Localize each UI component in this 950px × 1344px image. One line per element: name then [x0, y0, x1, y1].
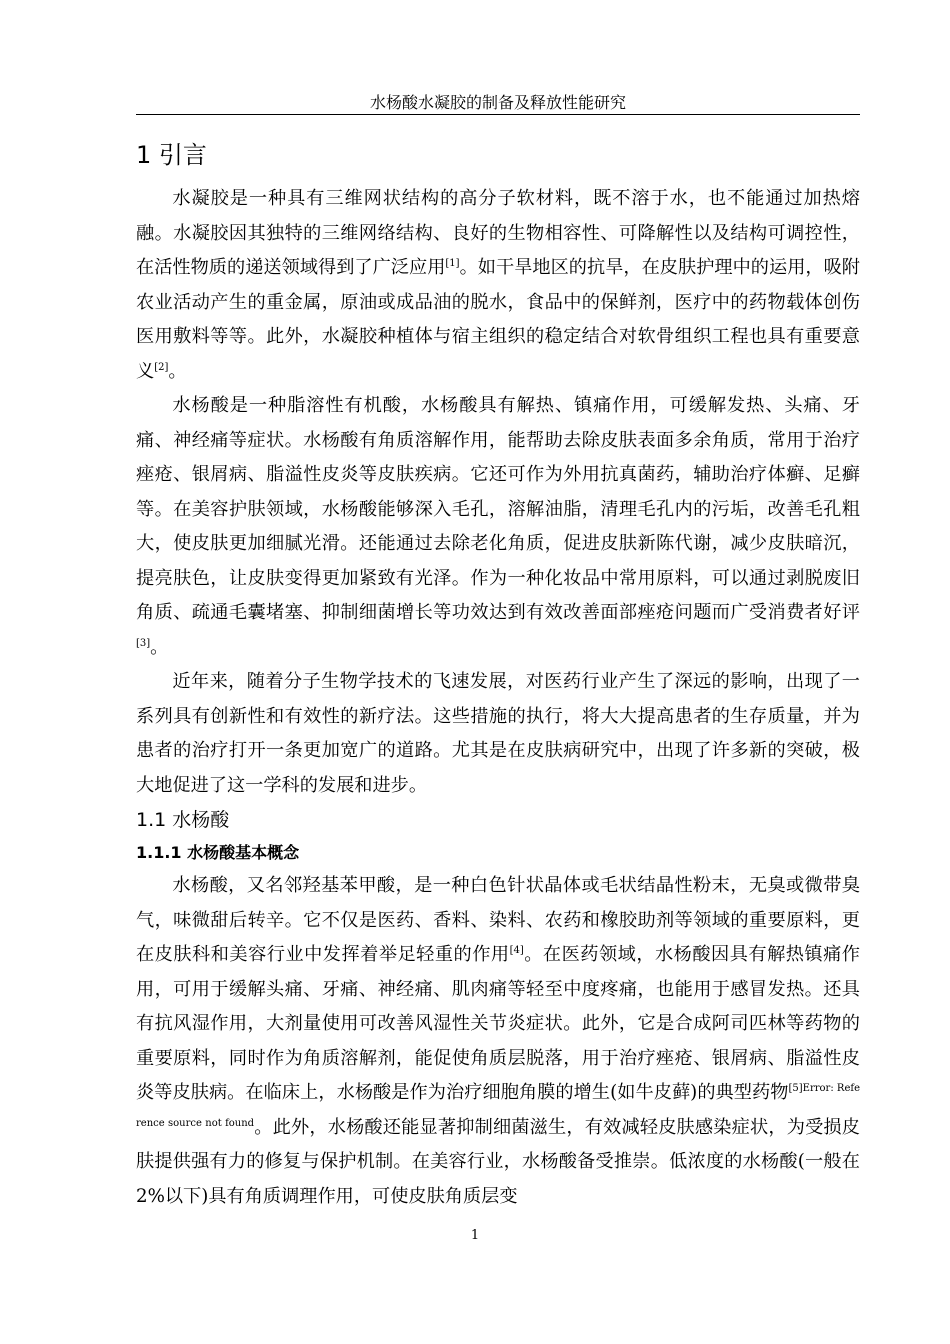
- paragraph-text: 。在医药领域，水杨酸因具有解热镇痛作用，可用于缓解头痛、牙痛、神经痛、肌肉痛等轻至中度疼痛，也能用于感冒发热。还具有抗风湿作用，大剂量使用可改善风湿性关节炎症状。此外，它是合成阿司匹林等药物的重要原料，同时作为角质溶解剂，能促使角质层脱落，用于治疗痤疮、银屑病、脂溢性皮炎等皮肤病。在临床上，水杨酸是作为治疗细胞角膜的增生(如牛皮藓)的典型药物: [136, 944, 860, 1103]
- page-content: [136, 132, 860, 1214]
- citation-ref[interactable]: [2]: [154, 361, 169, 373]
- paragraph-text: 水杨酸，又名邻羟基苯甲酸，是一种白色针状晶体或毛状结晶性粉末，无臭或微带臭气，味微甜后转辛。它不仅是医药、香料、染料、农药和橡胶助剂等领域的重要原料，更在皮肤科和美容行业中发挥着举足轻重的作用: [136, 875, 860, 965]
- paragraph-hydrogel: [136, 182, 860, 389]
- paragraph-text: 水杨酸是一种脂溶性有机酸，水杨酸具有解热、镇痛作用，可缓解发热、头痛、牙痛、神经痛等症状。水杨酸有角质溶解作用，能帮助去除皮肤表面多余角质，常用于治疗痤疮、银屑病、脂溢性皮炎等皮肤疾病。它还可作为外用抗真菌药，辅助治疗体癣、足癣等。在美容护肤领域，水杨酸能够深入毛孔，溶解油脂，清理毛孔内的污垢，改善毛孔粗大，使皮肤更加细腻光滑。还能通过去除老化角质，促进皮肤新陈代谢，减少皮肤暗沉，提亮肤色，让皮肤变得更加紧致有光泽。作为一种化妆品中常用原料，可以通过剥脱废旧角质、疏通毛囊堵塞、抑制细菌增长等功效达到有效改善面部痤疮问题而广受消费者好评: [136, 395, 860, 623]
- header-rule: [136, 114, 860, 115]
- section-heading-1-1-1: 1.1.1 水杨酸基本概念: [136, 843, 300, 862]
- citation-ref[interactable]: [3]: [136, 637, 151, 649]
- paragraph-text: 。如干旱地区的抗旱，在皮肤护理中的运用，吸附农业活动产生的重金属，原油或成品油的脱水，食品中的保鲜剂，医疗中的药物载体创伤医用敷料等等。此外，水凝胶种植体与宿主组织的稳定结合对软骨组织工程也具有重要意义: [136, 257, 860, 382]
- paragraph-recent-years: 近年来，随着分子生物学技术的飞速发展，对医药行业产生了深远的影响，出现了一系列具有创新性和有效性的新疗法。这些措施的执行，将大大提高患者的生存质量，并为患者的治疗打开一条更加宽广的道路。尤其是在皮肤病研究中，出现了许多新的突破，极大地促进了这一学科的发展和进步。: [136, 671, 860, 796]
- paragraph-text: 。此外，水杨酸还能显著抑制细菌滋生，有效减轻皮肤感染症状，为受损皮肤提供强有力的修复与保护机制。在美容行业，水杨酸备受推崇。低浓度的水杨酸(一般在 2%以下)具有角质调理作用，可使皮肤角质层变: [136, 1116, 860, 1207]
- paragraph-text: 水凝胶是一种具有三维网状结构的高分子软材料，既不溶于水，也不能通过加热熔融。水凝胶因其独特的三维网络结构、良好的生物相容性、可降解性以及结构可调控性，在活性物质的递送领域得到了广泛应用: [136, 188, 860, 278]
- section-heading-intro: 1 引言: [136, 141, 207, 169]
- section-heading-1-1: 1.1 水杨酸: [136, 809, 230, 831]
- running-header: 水杨酸水凝胶的制备及释放性能研究: [369, 93, 626, 112]
- page-number: 1: [470, 1228, 480, 1243]
- citation-ref[interactable]: [4]: [509, 944, 524, 956]
- paragraph-text: 。: [168, 360, 187, 382]
- paragraph-salicylic-acid: [136, 389, 860, 665]
- citation-ref[interactable]: [5]Error: Reference source not found: [136, 1082, 860, 1129]
- paragraph-text: 。: [150, 636, 169, 658]
- citation-ref[interactable]: [1]: [445, 257, 460, 269]
- paragraph-basic-concept: [136, 869, 860, 1214]
